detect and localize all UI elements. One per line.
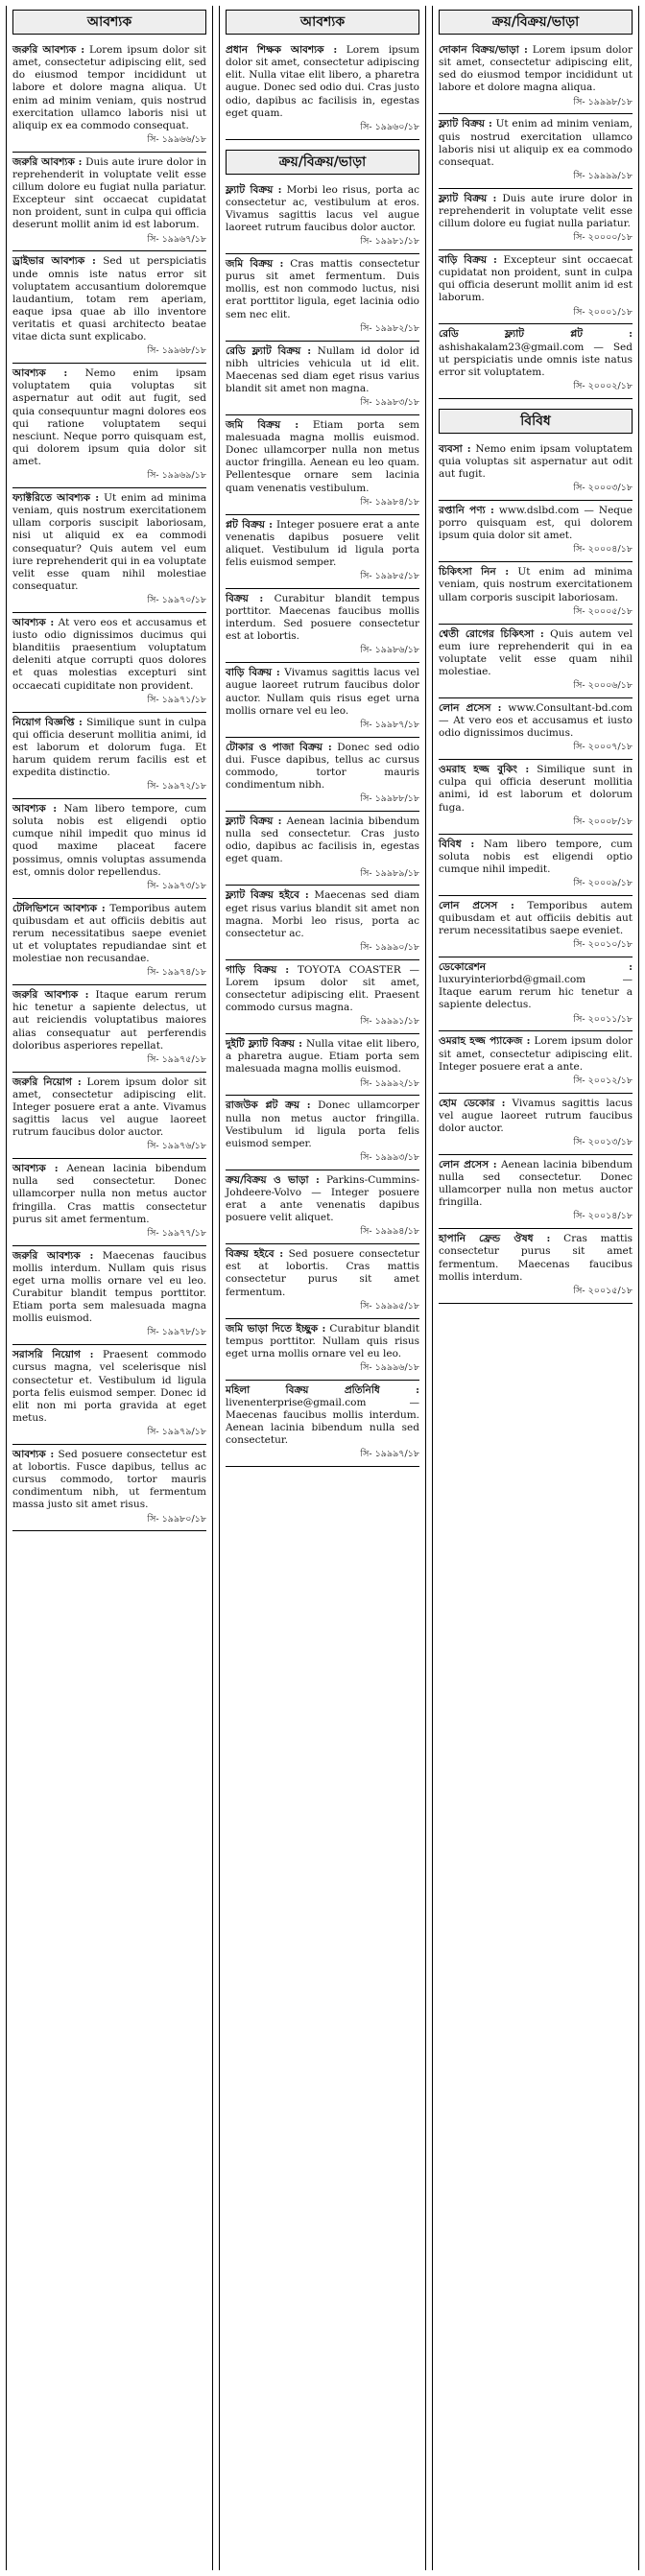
classified-ad: [226, 1319, 419, 1381]
ad-ref: সি- ১৯৯৯৪/১৮: [360, 1226, 419, 1238]
ad-body: www.dslbd.com — Neque porro quisquam est, qui dolorem ipsum quia dolor sit amet.: [439, 505, 633, 542]
classified-ad: [226, 886, 419, 959]
ad-body: Lorem ipsum dolor sit amet, consectetur adipiscing elit. Nulla vitae elit libero, a pharetra augue. Donec sed odio dui. Cras justo odio, dapibus ac facilisis in, egestas eget quam.: [226, 44, 420, 119]
ad-body: Temporibus autem quibusdam et aut officiis debitis aut rerum necessitatibus saepe eveniet ut et voluptates repudiandae sint et molestiae non recusandae.: [12, 902, 207, 965]
classified-ad: [226, 40, 419, 140]
ad-lead: আবশ্যক :: [12, 616, 55, 628]
ad-ref: সি- ২০০১৫/১৮: [573, 1285, 633, 1296]
ad-ref: সি- ১৯৯৮৬/১৮: [360, 645, 419, 656]
classified-ad: [226, 1170, 419, 1244]
ad-ref: সি- ২০০১০/১৮: [573, 939, 633, 951]
ad-lead: সরাসরি নিয়োগ :: [12, 1349, 94, 1361]
classified-ad: [439, 625, 633, 698]
ad-body: Sed posuere consectetur est at lobortis. Cras mattis consectetur purus sit amet fermentum.: [226, 1248, 420, 1298]
section-header: আবশ্যক: [12, 10, 206, 35]
ad-ref: সি- ২০০০৪/১৮: [573, 544, 633, 555]
ad-body: Nulla vitae elit libero, a pharetra augue. Etiam porta sem malesuada magna mollis euismod.: [226, 1038, 420, 1075]
ad-ref: সি- ১৯৯৭৮/১৮: [147, 1327, 206, 1338]
classified-ad: [439, 324, 633, 398]
ad-ref: সি- ১৯৯৭৬/১৮: [147, 1141, 206, 1152]
ad-ref: সি- ২০০০০/১৮: [573, 232, 633, 244]
classified-ad: [226, 515, 419, 589]
ad-lead: জরুরি আবশ্যক :: [12, 44, 85, 56]
ad-body: Parkins-Cummins-Johdeere-Volvo — Integer posuere erat a ante venenatis dapibus posuere velit aliquet.: [226, 1173, 419, 1224]
ad-lead: দোকান বিক্রয়/ভাড়া :: [439, 44, 528, 56]
ad-body: Lorem ipsum dolor sit amet, consectetur adipiscing elit, sed do eiusmod tempor incididunt ut labore et dolore magna aliqua.: [439, 44, 633, 94]
ad-lead: জরুরি আবশ্যক :: [12, 1249, 94, 1262]
classified-ad: [12, 488, 206, 613]
ad-body: Sed ut perspiciatis unde omnis iste natus error sit voluptatem accusantium doloremque laudantium, totam rem aperiam, eaque ipsa quae ab illo inventore veritatis et quasi architecto beatae vitae dicta sunt explicabo.: [12, 255, 206, 343]
classified-ad: [12, 153, 206, 252]
ad-lead: আবশ্যক :: [12, 803, 58, 815]
ad-ref: সি- ১৯৯৯০/১৮: [360, 941, 419, 953]
ad-lead: জরুরি নিয়োগ :: [12, 1075, 82, 1088]
ad-lead: রপ্তানি পণ্য :: [439, 505, 494, 516]
classified-ad: [439, 957, 633, 1031]
ad-ref: সি- ১৯৯৭৪/১৮: [147, 967, 206, 979]
ad-lead: ফ্ল্যাট বিক্রয় :: [439, 192, 497, 204]
ad-body: Nam libero tempore, cum soluta nobis est eligendi optio cumque nihil impedit quo minus id quod maxime placeat facere possimus, omnis voluptas assumenda est, omnis dolor repellendus.: [12, 803, 207, 878]
column-1: [6, 6, 213, 2570]
ad-ref: সি- ২০০১৩/১৮: [573, 1137, 633, 1147]
ad-body: Ut enim ad minima veniam, quis nostrum exercitationem ullam corporis suscipit laboriosam.: [439, 566, 633, 603]
ad-body: Maecenas sed diam eget risus varius blandit sit amet non magna. Morbi leo risus, porta ac consectetur ac.: [226, 889, 419, 939]
ad-lead: টোকার ও পাজা বিক্রয় :: [226, 741, 332, 753]
ad-body: Lorem ipsum dolor sit amet, consectetur adipiscing elit. Integer posuere erat a ante. Vivamus sagittis lacus vel augue laoreet rutrum faucibus dolor auctor.: [12, 1075, 206, 1139]
ad-ref: সি- ১৯৯৮৯/১৮: [360, 867, 419, 879]
ad-body: TOYOTA COASTER — Lorem ipsum dolor sit amet, consectetur adipiscing elit. Praesent commodo cursus magna.: [226, 963, 419, 1014]
ad-ref: সি- ২০০১১/১৮: [573, 1013, 633, 1025]
ad-body: ashishakalam23@gmail.com — Sed ut perspiciatis unde omnis iste natus error sit voluptatem.: [439, 341, 633, 378]
classified-ad: [439, 189, 633, 250]
classified-ad: [12, 1073, 206, 1160]
ad-lead: হাপানি ফ্রেন্ড ঔষধ :: [439, 1233, 551, 1245]
ad-body: Lorem ipsum dolor sit amet, consectetur adipiscing elit. Integer posuere erat a ante.: [439, 1035, 633, 1073]
ad-ref: সি- ২০০০৬/১৮: [573, 680, 633, 691]
ad-ref: সি- ১৯৯৮০/১৮: [147, 1513, 206, 1524]
ad-body: Donec sed odio dui. Fusce dapibus, tellus ac cursus commodo, tortor mauris condimentum nibh.: [226, 741, 420, 791]
ad-ref: সি- ১৯৯৯৫/১৮: [360, 1300, 419, 1312]
ad-ref: সি- ১৯৯৭২/১৮: [147, 781, 206, 792]
classified-ad: [12, 713, 206, 800]
classified-ad: [226, 960, 419, 1034]
ad-body: Aenean lacinia bibendum nulla sed consectetur. Cras justo odio, dapibus ac facilisis in, egestas eget quam.: [226, 815, 419, 865]
ad-lead: হোম ডেকোর :: [439, 1097, 506, 1109]
classified-ad: [12, 899, 206, 986]
ad-body: Nullam id dolor id nibh ultricies vehicula ut id elit. Maecenas sed diam eget risus varius blandit sit amet non magna.: [226, 344, 420, 394]
ad-body: Duis aute irure dolor in reprehenderit in voluptate velit esse cillum dolore eu fugiat nulla pariatur. Excepteur sint occaecat cupidatat non proident, sunt in culpa qui officia deserunt mollit anim id est laborum.: [12, 155, 206, 231]
classified-ad: [12, 799, 206, 899]
ad-body: Curabitur blandit tempus porttitor. Maecenas faucibus mollis interdum. Sed posuere consectetur est at lobortis.: [226, 592, 419, 643]
column-3: [432, 6, 639, 2570]
ad-lead: ব্যবসা :: [439, 442, 471, 455]
ad-ref: সি- ১৯৯৮৭/১৮: [360, 719, 419, 730]
ad-ref: সি- ১৯৯৬০/১৮: [360, 121, 419, 132]
ad-lead: গাড়ি বিক্রয় :: [226, 963, 290, 976]
ad-ref: সি- ২০০০৫/১৮: [573, 605, 633, 617]
ad-ref: সি- ১৯৯৮২/১৮: [360, 322, 419, 334]
section-header: ক্রয়/বিক্রয়/ভাড়া: [439, 10, 633, 35]
ad-ref: সি- ২০০০৮/১৮: [573, 815, 633, 827]
ad-body: Integer posuere erat a ante venenatis dapibus posuere velit aliquet. Vestibulum id ligula porta felis euismod semper.: [226, 518, 419, 568]
ads-list: [220, 180, 425, 1468]
ad-lead: প্লট বিক্রয় :: [226, 518, 274, 531]
ad-body: Cras mattis consectetur purus sit amet fermentum. Maecenas faucibus mollis interdum.: [439, 1233, 633, 1283]
ad-body: Curabitur blandit tempus porttitor. Nullam quis risus eget urna mollis ornare vel eu leo.: [226, 1322, 419, 1359]
ad-lead: বিবিধ :: [439, 838, 475, 850]
ad-lead: ড্রাইভার আবশ্যক :: [12, 255, 96, 268]
ad-lead: চিকিৎসা নিন :: [439, 566, 510, 579]
classified-ad: [12, 364, 206, 488]
ad-ref: সি- ১৯৯৭৯/১৮: [147, 1427, 206, 1437]
classified-ad: [226, 415, 419, 515]
ad-body: Cras mattis consectetur purus sit amet fermentum. Duis mollis, est non commodo luctus, nisi erat porttitor ligula, eget lacinia odio sem nec elit.: [226, 258, 419, 320]
ad-ref: সি- ১৯৯৮৪/১৮: [360, 496, 419, 508]
classified-ad: [12, 1445, 206, 1532]
classified-ad: [12, 251, 206, 364]
ad-lead: বাড়ি বিক্রয় :: [226, 667, 280, 679]
ad-body: luxuryinteriorbd@gmail.com — Itaque earum rerum hic tenetur a sapiente delectus.: [439, 974, 633, 1011]
ad-body: Ut enim ad minima veniam, quis nostrum exercitationem ullam corporis suscipit laboriosam, nisi ut aliquid ex ea commodi consequatur? Quis autem vel eum iure reprehenderit qui in ea voluptate velit esse quam nihil molestiae consequatur.: [12, 492, 206, 592]
ad-body: Morbi leo risus, porta ac consectetur ac, vestibulum at eros. Vivamus sagittis lacus vel augue laoreet rutrum faucibus dolor auctor.: [226, 183, 419, 233]
ad-lead: ফ্যাক্টরিতে আবশ্যক :: [12, 492, 100, 504]
classified-ad: [439, 1031, 633, 1093]
ad-lead: টেলিভিশনে আবশ্যক :: [12, 902, 106, 914]
ad-lead: ফ্ল্যাট বিক্রয় :: [226, 183, 282, 196]
ad-ref: সি- ১৯৯৭৭/১৮: [147, 1227, 206, 1239]
classified-ad: [226, 738, 419, 812]
ad-body: Similique sunt in culpa qui officia deserunt mollitia animi, id est laborum et dolorum fuga.: [439, 764, 633, 814]
ad-body: Nam libero tempore, cum soluta nobis est eligendi optio cumque nihil impedit.: [439, 838, 633, 875]
ads-list: [433, 439, 638, 1304]
ad-lead: দুইটি ফ্ল্যাট বিক্রয় :: [226, 1038, 303, 1051]
ads-list: [7, 40, 212, 1531]
classified-ad: [12, 1159, 206, 1246]
classified-ad: [439, 698, 633, 760]
ad-ref: সি- ১৯৯৯২/১৮: [360, 1077, 419, 1089]
ad-lead: রাজউক প্লট ক্রয় :: [226, 1099, 311, 1112]
ad-body: Lorem ipsum dolor sit amet, consectetur adipiscing elit, sed do eiusmod tempor incididunt ut labore et dolore magna aliqua. Ut enim ad minim veniam, quis nostrud exercitation ullamco laboris nisi ut aliquip ex ea commodo consequat.: [12, 44, 206, 131]
ad-ref: সি- ২০০১২/১৮: [573, 1075, 633, 1086]
classified-ad: [439, 1229, 633, 1303]
ad-body: At vero eos et accusamus et iusto odio dignissimos ducimus qui blanditiis praesentium voluptatum deleniti atque corrupti quos dolores et quas molestias excepturi sint occaecati cupiditate non provident.: [12, 616, 207, 692]
ad-ref: সি- ১৯৯৭৫/১৮: [147, 1053, 206, 1065]
ad-ref: সি- ১৯৯৬৯/১৮: [147, 470, 206, 482]
ad-body: Nemo enim ipsam voluptatem quia voluptas sit aspernatur aut odit aut fugit.: [439, 442, 633, 480]
ad-body: Aenean lacinia bibendum nulla sed consectetur. Donec ullamcorper nulla non metus auctor fringilla. Cras mattis consectetur purus sit amet fermentum.: [12, 1163, 206, 1225]
ad-ref: সি- ২০০০৩/১৮: [573, 483, 633, 494]
ad-lead: লোন প্রসেস :: [439, 1158, 497, 1170]
ad-body: Ut enim ad minim veniam, quis nostrud exercitation ullamco laboris nisi ut aliquip ex ea commodo consequat.: [439, 118, 633, 168]
ad-ref: সি- ১৯৯৬৬/১৮: [147, 133, 206, 145]
classified-ad: [439, 896, 633, 957]
ad-lead: জমি বিক্রয় :: [226, 418, 299, 431]
classified-ad: [12, 985, 206, 1073]
ad-body: Itaque earum rerum hic tenetur a sapiente delectus, ut aut reiciendis voluptatibus maiores alias consequatur aut perferendis doloribus asperiores repellat.: [12, 989, 206, 1052]
classified-ad: [226, 1034, 419, 1096]
classified-ad: [439, 1094, 633, 1155]
ad-lead: ওমরাহ হজ্জ প্যাকেজ :: [439, 1035, 531, 1048]
classified-ad: [439, 501, 633, 562]
ad-lead: ডেকোরেশন :: [439, 961, 633, 973]
ad-lead: বিক্রয় :: [226, 592, 264, 604]
columns: [6, 6, 639, 2570]
classified-ad: [226, 812, 419, 886]
ad-lead: জমি বিক্রয় :: [226, 258, 284, 270]
ad-body: www.Consultant-bd.com — At vero eos et accusamus et iusto odio dignissimos ducimus.: [439, 701, 633, 740]
classified-ad: [12, 40, 206, 153]
classified-ad: [226, 254, 419, 342]
ad-ref: সি- ২০০০৭/১৮: [573, 742, 633, 753]
ad-body: Duis aute irure dolor in reprehenderit in voluptate velit esse cillum dolore eu fugiat nulla pariatur.: [439, 192, 633, 229]
ad-lead: আবশ্যক :: [12, 367, 68, 380]
ad-lead: আবশ্যক :: [12, 1448, 55, 1460]
ad-lead: রেডি ফ্ল্যাট প্লট :: [439, 328, 633, 341]
classified-ad: [439, 40, 633, 114]
classified-ad: [226, 1244, 419, 1318]
ad-ref: সি- ১৯৯৭৩/১৮: [147, 880, 206, 891]
ad-body: Temporibus autem quibusdam et aut officiis debitis aut rerum necessitatibus saepe eveniet.: [439, 899, 633, 936]
section-header: আবশ্যক: [226, 10, 419, 35]
ad-lead: জরুরি আবশ্যক :: [12, 989, 89, 1002]
ad-lead: ফ্ল্যাট বিক্রয় :: [439, 118, 492, 130]
ad-body: Aenean lacinia bibendum nulla sed consectetur. Donec ullamcorper nulla non metus auctor fringilla.: [439, 1158, 633, 1209]
ad-lead: নিয়োগ বিজ্ঞপ্তি :: [12, 716, 83, 728]
ad-lead: বিক্রয় হইবে :: [226, 1248, 284, 1261]
ad-body: Vivamus sagittis lacus vel augue laoreet rutrum faucibus dolor auctor. Nullam quis risus eget urna mollis ornare vel eu leo.: [226, 667, 419, 717]
ad-lead: আবশ্যক :: [12, 1163, 59, 1175]
classified-ad: [12, 1345, 206, 1445]
ads-list: [433, 40, 638, 399]
ad-ref: সি- ১৯৯৯৩/১৮: [360, 1151, 419, 1163]
ad-body: livenenterprise@gmail.com — Maecenas faucibus mollis interdum. Aenean lacinia bibendum nulla sed consectetur.: [226, 1396, 419, 1447]
ad-body: Sed posuere consectetur est at lobortis. Fusce dapibus, tellus ac cursus commodo, tortor mauris condimentum nibh, ut fermentum massa justo sit amet risus.: [12, 1448, 206, 1511]
ad-lead: জরুরি আবশ্যক :: [12, 155, 83, 168]
classified-ad: [439, 1155, 633, 1229]
ad-lead: লোন প্রসেস :: [439, 701, 502, 714]
classified-ad: [12, 613, 206, 713]
ad-body: Excepteur sint occaecat cupidatat non proident, sunt in culpa qui officia deserunt mollit anim id est laborum.: [439, 254, 633, 304]
classified-ad: [12, 1246, 206, 1346]
ad-ref: সি- ১৯৯৬৭/১৮: [147, 233, 206, 245]
ad-ref: সি- ১৯৯৯৭/১৮: [360, 1449, 419, 1460]
ads-list: [220, 40, 425, 140]
ad-ref: সি- ১৯৯৯৮/১৮: [573, 96, 633, 107]
ad-ref: সি- ১৯৯৭০/১৮: [147, 595, 206, 605]
ad-lead: জমি ভাড়া দিতে ইচ্ছুক :: [226, 1322, 326, 1335]
classified-ad: [226, 589, 419, 663]
ad-ref: সি- ১৯৯৯১/১৮: [360, 1016, 419, 1028]
classified-ad: [439, 835, 633, 896]
ad-lead: ফ্ল্যাট বিক্রয় হইবে :: [226, 889, 309, 902]
classified-ad: [439, 760, 633, 834]
ad-body: Donec ullamcorper nulla non metus auctor fringilla. Vestibulum id ligula porta felis euismod semper.: [226, 1099, 419, 1149]
ad-lead: রেডি ফ্ল্যাট বিক্রয় :: [226, 344, 312, 357]
ad-body: Similique sunt in culpa qui officia deserunt mollitia animi, id est laborum et dolorum fuga. Et harum quidem rerum facilis est et expedita distinctio.: [12, 716, 206, 778]
ad-body: Quis autem vel eum iure reprehenderit qui in ea voluptate velit esse quam nihil molestiae.: [439, 627, 633, 677]
classified-ad: [439, 562, 633, 624]
ad-lead: শ্বেতী রোগের চিকিৎসা :: [439, 627, 544, 640]
classified-ad: [226, 180, 419, 254]
ad-ref: সি- ১৯৯৮১/১৮: [360, 236, 419, 248]
column-2: [219, 6, 426, 2570]
classified-ad: [226, 1381, 419, 1468]
section-header: ক্রয়/বিক্রয়/ভাড়া: [226, 150, 419, 175]
ad-ref: সি- ২০০০৯/১৮: [573, 877, 633, 888]
classified-ad: [439, 439, 633, 501]
ad-ref: সি- ১৯৯৭১/১৮: [147, 694, 206, 705]
ad-lead: বাড়ি বিক্রয় :: [439, 254, 497, 266]
ad-lead: লোন প্রসেস :: [439, 899, 514, 911]
ad-body: Nemo enim ipsam voluptatem quia voluptas sit aspernatur aut odit aut fugit, sed quia consequuntur magni dolores eos qui ratione voluptatem sequi nesciunt. Neque porro quisquam est, qui dolorem ipsum quia dolor sit amet.: [12, 367, 206, 467]
ad-body: Praesent commodo cursus magna, vel scelerisque nisl consectetur et. Vestibulum id ligula porta felis euismod semper. Donec id elit non mi porta gravida at eget metus.: [12, 1349, 207, 1424]
section-header: বিবিধ: [439, 409, 633, 434]
classified-ad: [226, 342, 419, 415]
ad-lead: ফ্ল্যাট বিক্রয় :: [226, 815, 282, 827]
ad-ref: সি- ২০০০১/১৮: [573, 306, 633, 318]
classified-ad: [226, 663, 419, 737]
classified-ad: [226, 1096, 419, 1170]
classified-ad: [439, 114, 633, 188]
ad-lead: মহিলা বিক্রয় প্রতিনিধি :: [226, 1383, 419, 1396]
ad-ref: সি- ২০০০২/১৮: [573, 380, 633, 391]
ad-lead: ক্রয়/বিক্রয় ও ভাড়া :: [226, 1173, 320, 1186]
ad-ref: সি- ১৯৯৮৩/১৮: [360, 397, 419, 408]
ad-body: Maecenas faucibus mollis interdum. Nullam quis risus eget urna mollis ornare vel eu leo. Curabitur blandit tempus porttitor. Etiam porta sem malesuada magna mollis euismod.: [12, 1249, 206, 1325]
ad-body: Etiam porta sem malesuada magna mollis euismod. Donec ullamcorper nulla non metus auctor fringilla. Aenean eu leo quam. Pellentesque ornare sem lacinia quam venenatis vestibulum.: [226, 418, 419, 494]
ad-lead: প্রধান শিক্ষক আবশ্যক :: [226, 44, 338, 56]
classified-ad: [439, 250, 633, 324]
ad-ref: সি- ১৯৯৯৬/১৮: [360, 1361, 419, 1373]
ad-ref: সি- ১৯৯৯৯/১৮: [573, 170, 633, 181]
ad-ref: সি- ১৯৯৮৫/১৮: [360, 571, 419, 581]
ad-ref: সি- ১৯৯৬৮/১৮: [147, 345, 206, 357]
ad-ref: সি- ২০০১৪/১৮: [573, 1211, 633, 1222]
ad-lead: ওমরাহ হজ্জ বুকিং :: [439, 764, 530, 776]
ad-body: Vivamus sagittis lacus vel augue laoreet rutrum faucibus dolor auctor.: [439, 1097, 633, 1134]
ad-ref: সি- ১৯৯৮৮/১৮: [360, 793, 419, 805]
